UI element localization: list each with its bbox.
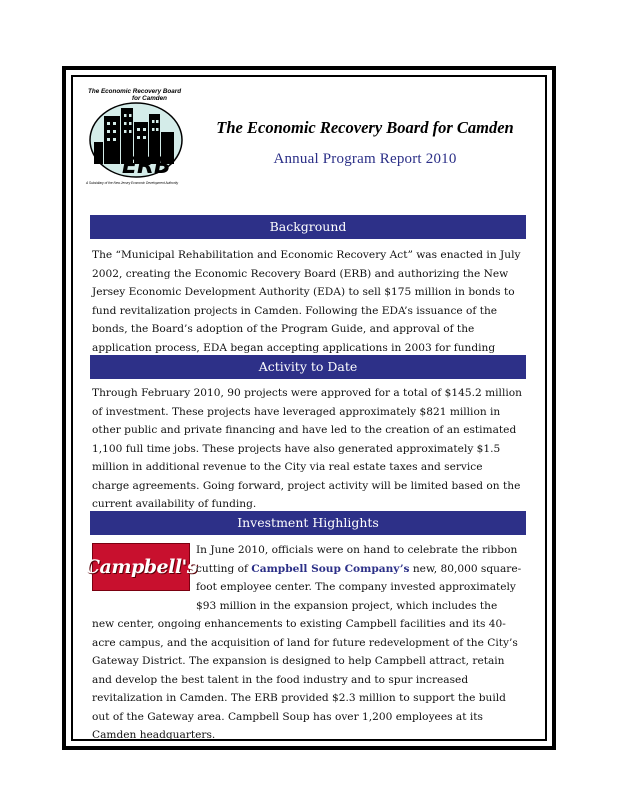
activity-paragraph: Through February 2010, 90 projects were approved for a total of $145.2 million of investment. These projects have leveraged approximately $821 million in other public and private financing and have led to the creation of an estimated 1,100 full time jobs. These projects have also generated approximately $1.5 million in additional revenue to the City via real estate taxes and service charge agreements. Going forward, project activity will be limited based on the current availability of funding. <box>92 387 522 510</box>
section-heading-activity: Activity to Date <box>90 355 526 379</box>
investment-paragraph <box>92 541 522 745</box>
campbells-logo-text: Campbell's <box>84 556 198 578</box>
erb-logo <box>84 86 194 186</box>
logo-top-text-2: for Camden <box>132 95 167 102</box>
background-paragraph: The “Municipal Rehabilitation and Economic Recovery Act” was enacted in July 2002, creating the Economic Recovery Board (ERB) and authorizing the New Jersey Economic Development Authority (EDA) to sell $175 million in bonds to fund revitalization projects in Camden. Following the EDA’s issuance of the bonds, the Board’s adoption of the Program Guide, and approval of the application process, EDA began accepting applications in 2003 for funding <box>92 249 521 354</box>
logo-spacer <box>92 541 196 597</box>
investment-text-pre: In June 2010, officials were on hand to celebrate the ribbon cutting of <box>196 544 518 575</box>
erb-logo-graphic <box>84 86 194 186</box>
investment-text-post: new, 80,000 square-foot employee center. The company invested approximately $93 million in the expansion project, which includes the new center, ongoing enhancements to existing Campbell facilities and its 40-acre campus, and the acquisition of land for future redevelopment of the City’s Gateway District. The expansion is designed to help Campbell attract, retain and develop the best talent in the food industry and to spur increased revitalization in Camden. The ERB provided $2.3 million to support the build out of the Gateway area. Campbell Soup has over 1,200 employees at its Camden headquarters. <box>92 562 522 741</box>
section-heading-investment: Investment Highlights <box>90 511 526 535</box>
logo-top-text: The Economic Recovery Board <box>88 88 182 95</box>
org-title: The Economic Recovery Board for Camden <box>216 118 514 137</box>
report-title: Annual Program Report 2010 <box>273 151 457 167</box>
logo-caption: A Subsidiary of the New Jersey Economic Development Authority <box>86 181 179 185</box>
campbell-company-name: Campbell Soup Company’s <box>251 562 410 575</box>
section-heading-background: Background <box>90 215 526 239</box>
logo-letters: ERB <box>122 154 171 179</box>
